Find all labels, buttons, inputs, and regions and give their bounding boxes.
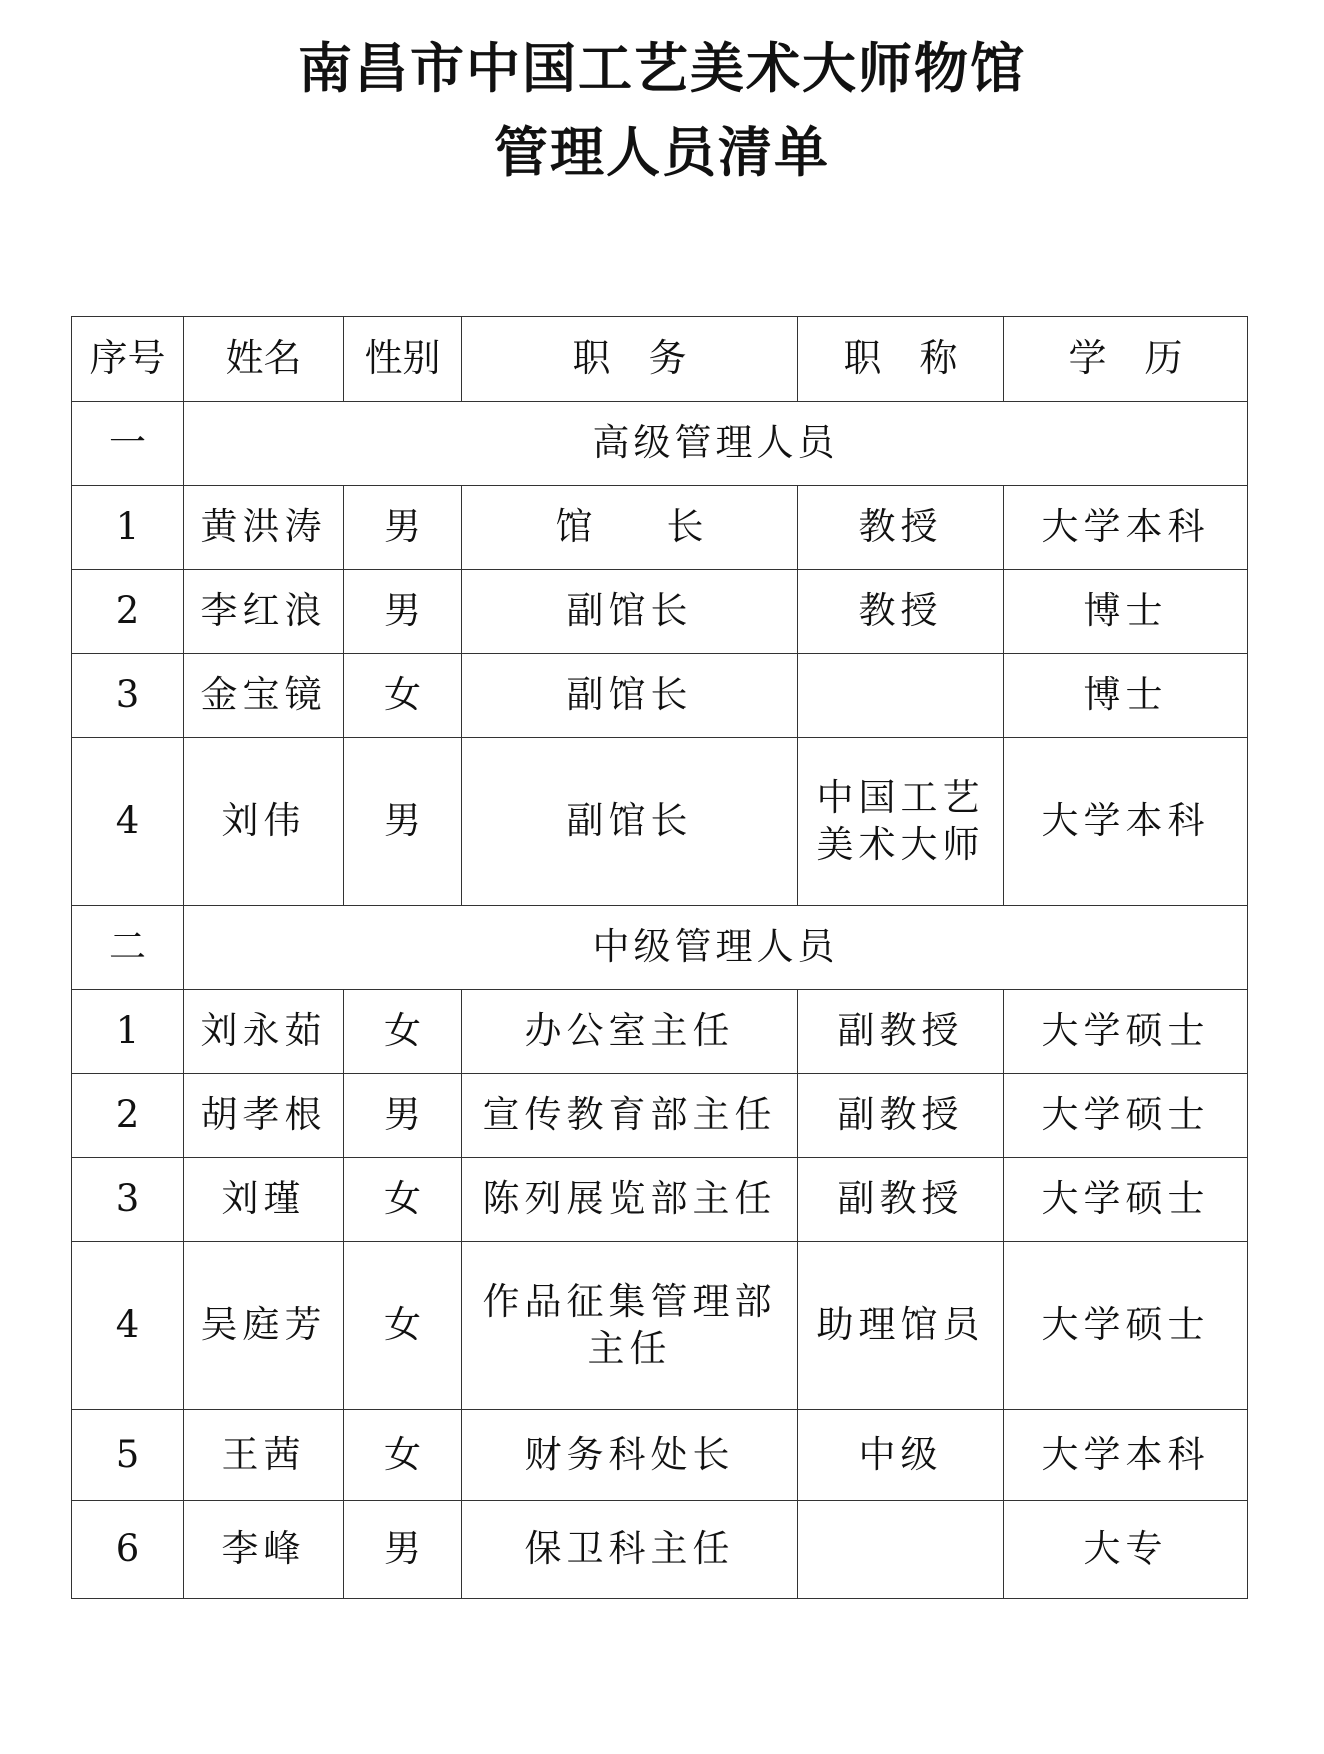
header-no: 序号 <box>72 317 184 402</box>
cell-name: 黄洪涛 <box>184 486 344 570</box>
cell-education: 博士 <box>1004 654 1248 738</box>
cell-rank: 副教授 <box>798 990 1004 1074</box>
cell-education: 大学硕士 <box>1004 1158 1248 1242</box>
cell-position <box>462 1242 798 1410</box>
cell-gender: 男 <box>344 738 462 906</box>
table-row <box>72 570 1248 654</box>
group-label: 中级管理人员 <box>184 906 1248 990</box>
cell-position: 陈列展览部主任 <box>462 1158 798 1242</box>
cell-position: 副馆长 <box>462 654 798 738</box>
table-row <box>72 1158 1248 1242</box>
cell-rank <box>798 654 1004 738</box>
cell-name: 王茜 <box>184 1410 344 1501</box>
cell-education: 大学硕士 <box>1004 990 1248 1074</box>
cell-no: 1 <box>72 486 184 570</box>
group-label: 高级管理人员 <box>184 402 1248 486</box>
cell-rank: 副教授 <box>798 1158 1004 1242</box>
cell-education: 大学本科 <box>1004 486 1248 570</box>
cell-name: 刘伟 <box>184 738 344 906</box>
cell-education: 大专 <box>1004 1501 1248 1599</box>
cell-gender: 男 <box>344 1501 462 1599</box>
cell-position: 宣传教育部主任 <box>462 1074 798 1158</box>
cell-no: 6 <box>72 1501 184 1599</box>
cell-gender: 女 <box>344 990 462 1074</box>
table-row <box>72 1074 1248 1158</box>
group-index: 一 <box>72 402 184 486</box>
header-name: 姓名 <box>184 317 344 402</box>
header-position: 职 务 <box>462 317 798 402</box>
cell-position-line: 主任 <box>587 1326 672 1370</box>
cell-gender: 男 <box>344 1074 462 1158</box>
cell-no: 4 <box>72 738 184 906</box>
cell-position: 副馆长 <box>462 738 798 906</box>
table-row <box>72 990 1248 1074</box>
group-header-row <box>72 402 1248 486</box>
cell-name: 吴庭芳 <box>184 1242 344 1410</box>
cell-rank <box>798 1501 1004 1599</box>
group-index: 二 <box>72 906 184 990</box>
cell-no: 2 <box>72 570 184 654</box>
document-title: 南昌市中国工艺美术大师物馆 <box>298 37 1026 100</box>
cell-position: 馆 长 <box>462 486 798 570</box>
cell-education: 大学硕士 <box>1004 1074 1248 1158</box>
cell-gender: 女 <box>344 1410 462 1501</box>
cell-rank: 助理馆员 <box>798 1242 1004 1410</box>
cell-gender: 男 <box>344 570 462 654</box>
cell-education: 大学本科 <box>1004 1410 1248 1501</box>
cell-gender: 男 <box>344 486 462 570</box>
cell-name: 胡孝根 <box>184 1074 344 1158</box>
staff-table <box>71 316 1248 1599</box>
table-row <box>72 486 1248 570</box>
cell-position: 办公室主任 <box>462 990 798 1074</box>
table-row <box>72 654 1248 738</box>
cell-rank: 副教授 <box>798 1074 1004 1158</box>
cell-gender: 女 <box>344 1242 462 1410</box>
cell-name: 刘瑾 <box>184 1158 344 1242</box>
cell-name: 金宝镜 <box>184 654 344 738</box>
cell-no: 3 <box>72 654 184 738</box>
cell-education: 博士 <box>1004 570 1248 654</box>
cell-education: 大学本科 <box>1004 738 1248 906</box>
cell-no: 1 <box>72 990 184 1074</box>
header-gender: 性别 <box>344 317 462 402</box>
cell-rank: 教授 <box>798 486 1004 570</box>
table-row <box>72 1242 1248 1410</box>
cell-gender: 女 <box>344 654 462 738</box>
cell-rank-line: 中国工艺 <box>816 776 985 820</box>
table-header-row <box>72 317 1248 402</box>
cell-rank: 教授 <box>798 570 1004 654</box>
cell-education: 大学硕士 <box>1004 1242 1248 1410</box>
cell-rank: 中级 <box>798 1410 1004 1501</box>
cell-no: 4 <box>72 1242 184 1410</box>
cell-position: 副馆长 <box>462 570 798 654</box>
group-header-row <box>72 906 1248 990</box>
cell-position: 保卫科主任 <box>462 1501 798 1599</box>
cell-name: 李峰 <box>184 1501 344 1599</box>
cell-position: 财务科处长 <box>462 1410 798 1501</box>
header-education: 学 历 <box>1004 317 1248 402</box>
header-rank: 职 称 <box>798 317 1004 402</box>
document-subtitle: 管理人员清单 <box>494 121 830 184</box>
table-row <box>72 1501 1248 1599</box>
table-row <box>72 738 1248 906</box>
table-row <box>72 1410 1248 1501</box>
cell-gender: 女 <box>344 1158 462 1242</box>
cell-no: 5 <box>72 1410 184 1501</box>
cell-no: 2 <box>72 1074 184 1158</box>
cell-name: 刘永茹 <box>184 990 344 1074</box>
cell-name: 李红浪 <box>184 570 344 654</box>
cell-position-line: 作品征集管理部 <box>482 1280 777 1324</box>
cell-no: 3 <box>72 1158 184 1242</box>
cell-rank-line: 美术大师 <box>816 822 985 866</box>
cell-rank <box>798 738 1004 906</box>
